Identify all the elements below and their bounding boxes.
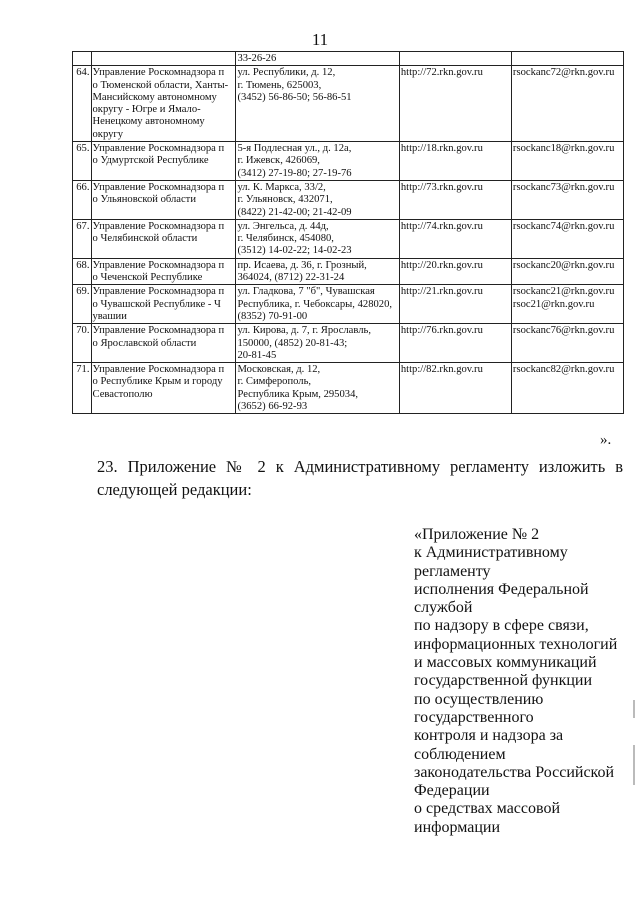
office-address: ул. Республики, д. 12, г. Тюмень, 625003, (3452) 56-86-50; 56-86-51 [236, 66, 399, 142]
office-email: rsockanc18@rkn.gov.ru [511, 142, 623, 181]
office-name: Управление Роскомнадзора п о Удмуртской Республике [91, 142, 236, 181]
office-address: 33-26-26 [236, 52, 399, 66]
page-number: 11 [311, 30, 329, 49]
office-address: ул. Гладкова, 7 "б", Чувашская Республика, г. Чебоксары, 428020, (8352) 70-91-00 [236, 285, 399, 324]
office-website [399, 52, 511, 66]
row-number: 64. [73, 66, 92, 142]
office-name: Управление Роскомнадзора п о Челябинской области [91, 219, 236, 258]
office-address: ул. К. Маркса, 33/2, г. Ульяновск, 432071, (8422) 21-42-00; 21-42-09 [236, 180, 399, 219]
appendix-line: к Административному [414, 544, 568, 562]
office-email: rsockanc73@rkn.gov.ru [511, 180, 623, 219]
appendix-line: Федерации [414, 782, 490, 800]
row-number: 71. [73, 363, 92, 414]
office-website: http://18.rkn.gov.ru [399, 142, 511, 181]
scan-margin-mark [633, 745, 635, 785]
office-website: http://72.rkn.gov.ru [399, 66, 511, 142]
office-website: http://20.rkn.gov.ru [399, 258, 511, 285]
table-row [73, 142, 624, 181]
office-website: http://74.rkn.gov.ru [399, 219, 511, 258]
rkn-offices-table [72, 51, 624, 414]
office-email: rsockanc82@rkn.gov.ru [511, 363, 623, 414]
appendix-line: регламенту [414, 562, 491, 580]
office-address: ул. Энгельса, д. 44д, г. Челябинск, 454080, (3512) 14-02-22; 14-02-23 [236, 219, 399, 258]
appendix-line: по осуществлению [414, 690, 544, 708]
office-address: 5-я Подлесная ул., д. 12а, г. Ижевск, 426069, (3412) 27-19-80; 27-19-76 [236, 142, 399, 181]
appendix-line: исполнения Федеральной [414, 580, 589, 598]
office-website: http://76.rkn.gov.ru [399, 324, 511, 363]
appendix-line: и массовых коммуникаций [414, 654, 597, 672]
office-name: Управление Роскомнадзора п о Чувашской Республике - Ч увашии [91, 285, 236, 324]
office-email: rsockanc72@rkn.gov.ru [511, 66, 623, 142]
table-row [73, 285, 624, 324]
office-name: Управление Роскомнадзора п о Ярославской области [91, 324, 236, 363]
table-body [73, 52, 624, 414]
table-row [73, 363, 624, 414]
appendix-line: государственного [414, 708, 534, 726]
office-email: rsockanc74@rkn.gov.ru [511, 219, 623, 258]
table-row [73, 219, 624, 258]
table-row [73, 324, 624, 363]
appendix-line: законодательства Российской [414, 763, 615, 781]
row-number: 68. [73, 258, 92, 285]
row-number: 69. [73, 285, 92, 324]
row-number: 65. [73, 142, 92, 181]
office-address: Московская, д. 12, г. Симферополь, Республика Крым, 295034, (3652) 66-92-93 [236, 363, 399, 414]
office-email [511, 52, 623, 66]
appendix-line: по надзору в сфере связи, [414, 617, 589, 635]
office-email: rsockanc76@rkn.gov.ru [511, 324, 623, 363]
office-website: http://73.rkn.gov.ru [399, 180, 511, 219]
table-row [73, 180, 624, 219]
office-email: rsockanc21@rkn.gov.ru rsoc21@rkn.gov.ru [511, 285, 623, 324]
table-row [73, 258, 624, 285]
appendix-line: контроля и надзора за [414, 727, 564, 745]
appendix-line: соблюдением [414, 745, 506, 763]
appendix-heading-block [414, 526, 629, 837]
appendix-line: информационных технологий [414, 635, 618, 653]
appendix-line: службой [414, 599, 473, 617]
office-name [91, 52, 236, 66]
appendix-line: информации [414, 818, 501, 836]
closing-quote: ». [600, 432, 612, 448]
office-name: Управление Роскомнадзора п о Тюменской области, Ханты-Мансийскому автономному округу - Югре и Ямало-Ненецкому автономному округу [91, 66, 236, 142]
scan-margin-mark [633, 700, 635, 718]
row-number: 70. [73, 324, 92, 363]
office-address: пр. Исаева, д. 36, г. Грозный, 364024, (8712) 22-31-24 [236, 258, 399, 285]
office-email: rsockanc20@rkn.gov.ru [511, 258, 623, 285]
paragraph-23: 23. Приложение № 2 к Административному регламенту изложить в следующей редакции: [97, 457, 623, 499]
row-number: 67. [73, 219, 92, 258]
office-name: Управление Роскомнадзора п о Чеченской Республике [91, 258, 236, 285]
row-number [73, 52, 92, 66]
office-name: Управление Роскомнадзора п о Республике Крым и городу Севастополю [91, 363, 236, 414]
office-address: ул. Кирова, д. 7, г. Ярославль, 150000, (4852) 20-81-43; 20-81-45 [236, 324, 399, 363]
table-row [73, 52, 624, 66]
office-website: http://21.rkn.gov.ru [399, 285, 511, 324]
appendix-line: «Приложение № 2 [414, 526, 540, 543]
appendix-line: о средствах массовой [414, 800, 560, 818]
appendix-line: государственной функции [414, 672, 593, 690]
row-number: 66. [73, 180, 92, 219]
table-row [73, 66, 624, 142]
office-name: Управление Роскомнадзора п о Ульяновской области [91, 180, 236, 219]
office-website: http://82.rkn.gov.ru [399, 363, 511, 414]
